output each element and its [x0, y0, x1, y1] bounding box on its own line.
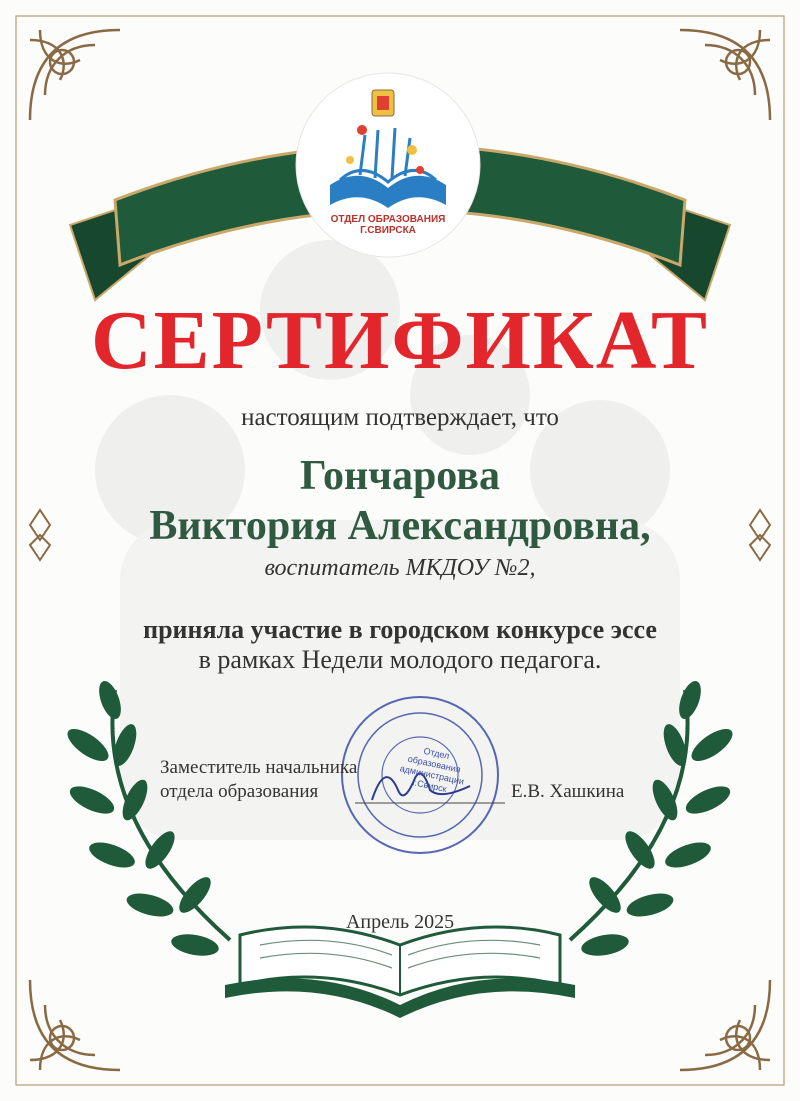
achievement-line-2: в рамках Недели молодого педагога.	[198, 645, 602, 674]
signature-title-line-2: отдела образования	[160, 781, 319, 802]
corner-ornament-top-right	[680, 30, 770, 120]
achievement-line-1: приняла участие в городском конкурсе эссе	[143, 615, 657, 644]
signer-name: Е.В. Хашкина	[511, 781, 625, 802]
corner-ornament-top-left	[30, 30, 120, 120]
signature-title-line-1: Заместитель начальника	[160, 757, 358, 778]
recipient-position: воспитатель МКДОУ №2,	[264, 555, 536, 581]
recipient-given-names: Виктория Александровна,	[149, 503, 651, 549]
logo-caption: ОТДЕЛ ОБРАЗОВАНИЯ Г.СВИРСКА	[330, 214, 446, 236]
recipient-surname: Гончарова	[300, 453, 500, 499]
issue-date: Апрель 2025	[345, 911, 455, 933]
certificate-title: СЕРТИФИКАТ	[90, 294, 710, 387]
open-book-icon	[225, 927, 575, 1018]
confirm-text: настоящим подтверждает, что	[241, 404, 559, 431]
corner-ornament-bottom-right	[680, 980, 770, 1070]
corner-ornament-bottom-left	[30, 980, 120, 1070]
stamp-inner-text: Отдел образования администрации г.Свирск	[398, 745, 465, 795]
